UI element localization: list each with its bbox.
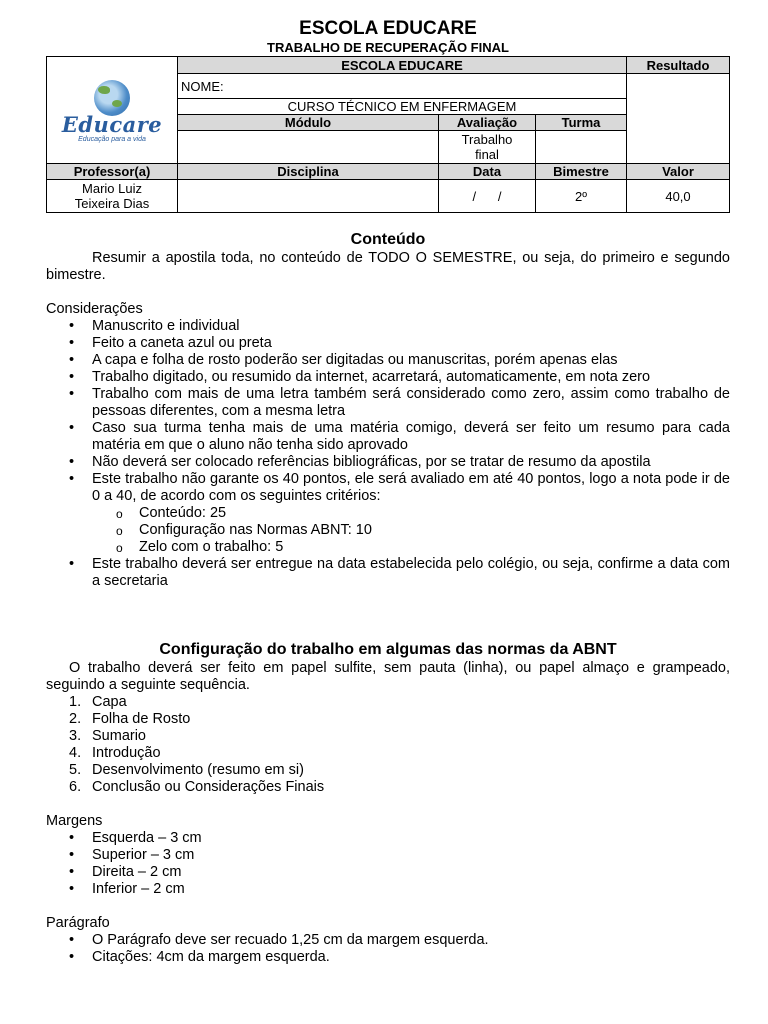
list-item: • Caso sua turma tenha mais de uma matéria comigo, deverá ser feito um resumo para cada matéria em que o aluno não tenha sido aprovado	[46, 420, 730, 454]
criterio-item: o Zelo com o trabalho: 5	[46, 539, 730, 556]
sequence-item: 6. Conclusão ou Considerações Finais	[69, 779, 325, 795]
avaliacao-value: Trabalho final	[439, 131, 536, 164]
list-item: • Esquerda – 3 cm	[46, 830, 730, 847]
valor-label: Valor	[627, 164, 730, 180]
conteudo-intro: Resumir a apostila toda, no conteúdo de TODO O SEMESTRE, ou seja, do primeiro e segundo bimestre.	[46, 250, 730, 283]
educare-logo	[50, 70, 174, 150]
list-item: • Manuscrito e individual	[46, 318, 730, 335]
result-label: Resultado	[627, 57, 730, 74]
school-title: ESCOLA EDUCARE	[299, 18, 477, 39]
avaliacao-label: Avaliação	[439, 115, 536, 131]
list-item: • Este trabalho deverá ser entregue na data estabelecida pelo colégio, ou seja, confirme a data com a secretaria	[46, 556, 730, 590]
school-cell: ESCOLA EDUCARE	[178, 57, 627, 74]
conteudo-title: Conteúdo	[350, 231, 426, 248]
valor-value: 40,0	[627, 180, 730, 213]
list-item: • Trabalho digitado, ou resumido da internet, acarretará, automaticamente, em nota zero	[46, 369, 730, 386]
globe-icon	[94, 80, 130, 116]
turma-value	[536, 131, 627, 164]
modulo-value	[178, 131, 439, 164]
sequence-item: 3. Sumario	[69, 728, 146, 744]
logo-cell	[47, 57, 178, 164]
turma-label: Turma	[536, 115, 627, 131]
consideracoes-list	[46, 318, 730, 505]
document-subtitle: TRABALHO DE RECUPERAÇÃO FINAL	[267, 40, 509, 55]
data-value: / /	[439, 180, 536, 213]
sequence-item: 2. Folha de Rosto	[69, 711, 191, 727]
list-item: • Feito a caneta azul ou preta	[46, 335, 730, 352]
bimestre-label: Bimestre	[536, 164, 627, 180]
bimestre-value: 2º	[536, 180, 627, 213]
sequence-list	[46, 694, 730, 796]
list-item: • Inferior – 2 cm	[46, 881, 730, 898]
criterio-item: o Conteúdo: 25	[46, 505, 730, 522]
criterio-item: o Configuração nas Normas ABNT: 10	[46, 522, 730, 539]
document-page	[46, 18, 730, 966]
logo-wordmark: Educare	[61, 112, 163, 137]
list-item: • O Parágrafo deve ser recuado 1,25 cm da margem esquerda.	[46, 932, 730, 949]
list-item: • Este trabalho não garante os 40 pontos, ele será avaliado em até 40 pontos, logo a nota pode ir de 0 a 40, de acordo com os seguintes critérios:	[46, 471, 730, 505]
margens-label: Margens	[46, 813, 103, 829]
sequence-item: 1. Capa	[69, 694, 127, 710]
consideracoes-list-end	[46, 556, 730, 590]
list-item: • Direita – 2 cm	[46, 864, 730, 881]
paragrafo-list	[46, 932, 730, 966]
list-item: • Trabalho com mais de uma letra também será considerado como zero, assim como trabalho de pessoas diferentes, com a mesma letra	[46, 386, 730, 420]
list-item: • Não deverá ser colocado referências bibliográficas, por se tratar de resumo da apostila	[46, 454, 730, 471]
sequence-item: 5. Desenvolvimento (resumo em si)	[69, 762, 304, 778]
name-field[interactable]: NOME:	[178, 74, 627, 99]
modulo-label: Módulo	[178, 115, 439, 131]
logo-tagline: Educação para a vida	[78, 136, 146, 143]
list-item: • A capa e folha de rosto poderão ser digitadas ou manuscritas, porém apenas elas	[46, 352, 730, 369]
result-value	[627, 74, 730, 164]
list-item: • Citações: 4cm da margem esquerda.	[46, 949, 730, 966]
data-label: Data	[439, 164, 536, 180]
criterios-list	[46, 505, 730, 556]
disciplina-label: Disciplina	[178, 164, 439, 180]
professor-value: Mario Luiz Teixeira Dias	[47, 180, 178, 213]
list-item: • Superior – 3 cm	[46, 847, 730, 864]
paragrafo-label: Parágrafo	[46, 915, 110, 931]
consideracoes-label: Considerações	[46, 301, 143, 317]
abnt-title: Configuração do trabalho em algumas das normas da ABNT	[159, 641, 617, 658]
disciplina-value	[178, 180, 439, 213]
professor-label: Professor(a)	[47, 164, 178, 180]
sequence-item: 4. Introdução	[69, 745, 161, 761]
abnt-intro: O trabalho deverá ser feito em papel sulfite, sem pauta (linha), ou papel almaço e grampeado, seguindo a seguinte sequência.	[46, 660, 730, 693]
course-name: CURSO TÉCNICO EM ENFERMAGEM	[178, 99, 627, 115]
margens-list	[46, 830, 730, 898]
header-table	[46, 56, 730, 213]
